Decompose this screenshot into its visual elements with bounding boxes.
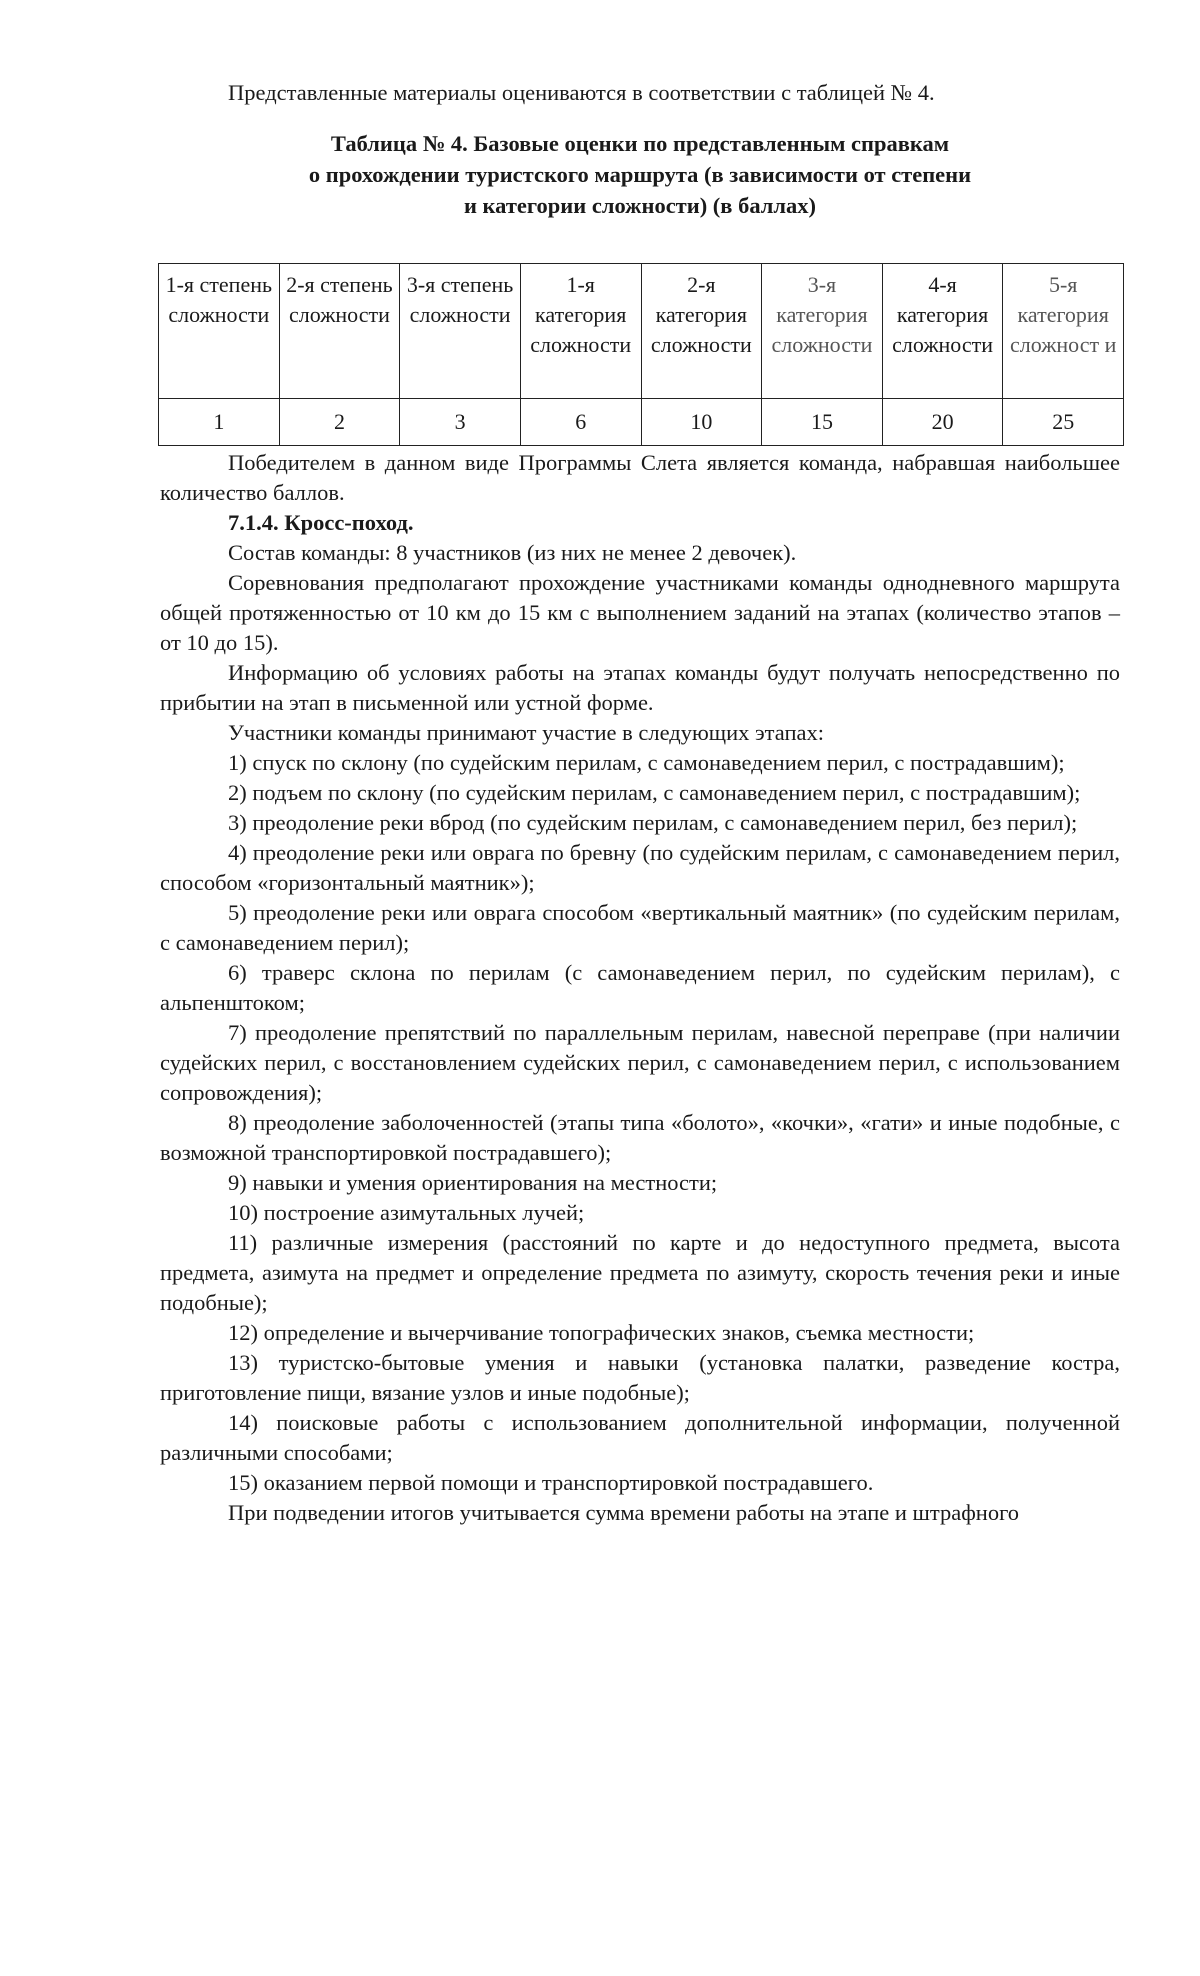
table-header-cell: 1-я категория сложности xyxy=(520,264,641,399)
table-value-cell: 25 xyxy=(1003,399,1124,446)
list-item: 15) оказанием первой помощи и транспортировкой пострадавшего. xyxy=(228,1470,874,1495)
table-header-cell: 3-я категория сложности xyxy=(762,264,883,399)
table-header-row xyxy=(159,264,1124,399)
table-header-cell: 2-я степень сложности xyxy=(279,264,400,399)
paragraph: Участники команды принимают участие в следующих этапах: xyxy=(228,720,825,745)
scores-table xyxy=(158,263,1124,446)
list-item: 7) преодоление препятствий по параллельным перилам, навесной переправе (при наличии судейских перил, с восстановлением судейских перил, с самонаведением перил, с использованием сопровождения); xyxy=(160,1020,1120,1105)
table-value-cell: 20 xyxy=(882,399,1003,446)
paragraph: Состав команды: 8 участников (из них не менее 2 девочек). xyxy=(228,540,797,565)
paragraph: Победителем в данном виде Программы Слета является команда, набравшая наибольшее количество баллов. xyxy=(160,450,1120,505)
table-header-cell: 4-я категория сложности xyxy=(882,264,1003,399)
list-item: 4) преодоление реки или оврага по бревну (по судейским перилам, с самонаведением перил, способом «горизонтальный маятник»); xyxy=(160,840,1120,895)
list-item: 6) траверс склона по перилам (с самонаведением перил, по судейским перилам), с альпенштоком; xyxy=(160,960,1120,1015)
intro-paragraph: Представленные материалы оцениваются в соответствии с таблицей № 4. xyxy=(228,80,935,105)
list-item: 9) навыки и умения ориентирования на местности; xyxy=(228,1170,718,1195)
paragraph: Соревнования предполагают прохождение участниками команды однодневного маршрута общей протяженностью от 10 км до 15 км с выполнением заданий на этапах (количество этапов – от 10 до 15). xyxy=(160,570,1120,655)
body-text xyxy=(160,448,1120,1528)
list-item: 12) определение и вычерчивание топографических знаков, съемка местности; xyxy=(228,1320,975,1345)
table-value-cell: 3 xyxy=(400,399,521,446)
section-heading: 7.1.4. Кросс-поход. xyxy=(228,510,414,535)
list-item: 5) преодоление реки или оврага способом «вертикальный маятник» (по судейским перилам, с самонаведением перил); xyxy=(160,900,1120,955)
list-item: 1) спуск по склону (по судейским перилам, с самонаведением перил, с пострадавшим); xyxy=(228,750,1065,775)
table-value-cell: 6 xyxy=(520,399,641,446)
table-header-cell: 2-я категория сложности xyxy=(641,264,762,399)
table-value-cell: 15 xyxy=(762,399,883,446)
table-values-row xyxy=(159,399,1124,446)
table-value-cell: 10 xyxy=(641,399,762,446)
table-header-cell: 3-я степень сложности xyxy=(400,264,521,399)
table-value-cell: 1 xyxy=(159,399,280,446)
paragraph: Информацию об условиях работы на этапах команды будут получать непосредственно по прибытии на этап в письменной или устной форме. xyxy=(160,660,1120,715)
table-title xyxy=(160,128,1120,221)
list-item: 3) преодоление реки вброд (по судейским перилам, с самонаведением перил, без перил); xyxy=(228,810,1078,835)
list-item: 2) подъем по склону (по судейским перилам, с самонаведением перил, с пострадавшим); xyxy=(228,780,1081,805)
list-item: 11) различные измерения (расстояний по карте и до недоступного предмета, высота предмета, азимута на предмет и определение предмета по азимуту, скорость течения реки и иные подобные); xyxy=(160,1230,1120,1315)
table-title-line: о прохождении туристского маршрута (в зависимости от степени xyxy=(308,162,972,187)
list-item: 13) туристско-бытовые умения и навыки (установка палатки, разведение костра, приготовление пищи, вязание узлов и иные подобные); xyxy=(160,1350,1120,1405)
document-page xyxy=(160,78,1120,1528)
table-header-cell: 5-я категория сложност и xyxy=(1003,264,1124,399)
list-item: 8) преодоление заболоченностей (этапы типа «болото», «кочки», «гати» и иные подобные, с возможной транспортировкой пострадавшего); xyxy=(160,1110,1120,1165)
paragraph: При подведении итогов учитывается сумма времени работы на этапе и штрафного xyxy=(228,1500,1020,1525)
table-header-cell: 1-я степень сложности xyxy=(159,264,280,399)
list-item: 14) поисковые работы с использованием дополнительной информации, полученной различными способами; xyxy=(160,1410,1120,1465)
table-title-line: Таблица № 4. Базовые оценки по представленным справкам xyxy=(330,131,950,156)
table-value-cell: 2 xyxy=(279,399,400,446)
list-item: 10) построение азимутальных лучей; xyxy=(228,1200,585,1225)
table-title-line: и категории сложности) (в баллах) xyxy=(463,193,817,218)
